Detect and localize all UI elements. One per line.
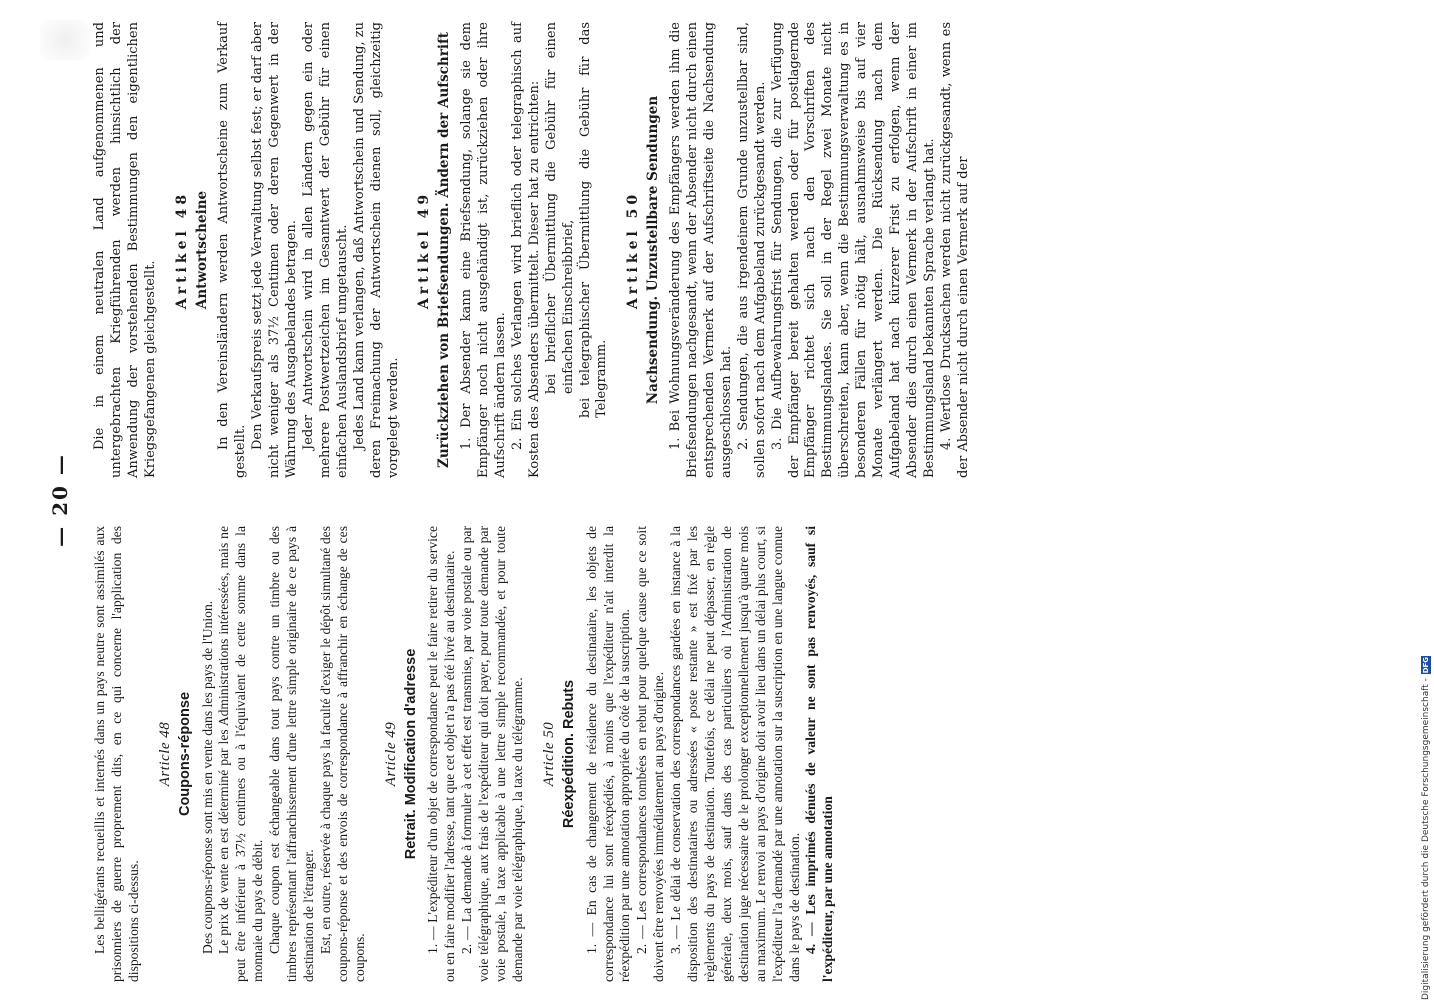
german-art48-p1: In den Vereinsländern werden Antwortscheine zum Verkauf gestellt. (216, 22, 249, 478)
german-article-50-title: Nachsendung. Unzustellbare Sendungen (645, 95, 662, 405)
french-art48-p3: Chaque coupon est échangeable dans tout pays contre un timbre ou des timbres représentant l'affranchissement d'une lettre simple originaire de ce pays à destination de l'étranger. (267, 526, 316, 982)
german-art48-p2: Den Verkaufspreis setzt jede Verwaltung selbst fest; er darf aber nicht weniger als 37½ Centimen oder deren Gegenwert in der Währung des Ausgabelandes betragen. (250, 22, 300, 478)
french-column (92, 526, 837, 982)
german-art50-p4: 4. Wertlose Drucksachen werden nicht zurückgesandt, wenn es der Absender nicht durch einen Vermerk auf der (938, 22, 971, 478)
french-art50-p4: 4. — Les imprimés dénués de valeur ne sont pas renvoyés, sauf si l'expéditeur, par une annotation (803, 526, 836, 982)
german-art49-p1: 1. Der Absender kann eine Briefsendung, solange sie dem Empfänger noch nicht ausgehändigt ist, zurückziehen oder ihre Aufschrift ändern lassen. (459, 22, 509, 478)
french-art48-p2: Le prix de vente en est déterminé par les Administrations intéressées, mais ne peut être inférieur à 37½ centimes ou à l'équivalent de cette somme dans la monnaie du pays de débit. (216, 526, 266, 982)
german-column (92, 22, 973, 478)
french-art50-p1: 1. — En cas de changement de résidence du destinataire, les objets de correspondance lui sont réexpédiés, à moins que l'expéditeur n'ait interdit la réexpédition par une annotation appropriée du côté de la suscription. (583, 526, 633, 982)
french-art49-p1: 1. — L'expéditeur d'un objet de correspondance peut le faire retirer du service ou en faire modifier l'adresse, tant que cet objet n'a pas été livré au destinataire. (425, 526, 458, 982)
german-article-49-title: Zurückziehen von Briefsendungen. Ändern der Aufschrift (436, 32, 453, 469)
french-article-50-heading: Article 50 (540, 721, 557, 787)
french-intro: Les belligérants recueillis et internés dans un pays neutre sont assimilés aux prisonniers de guerre proprement dits, en ce qui concerne l'application des dispositions ci-dessus. (92, 526, 141, 982)
german-art50-p3: 3. Die Aufbewahrungsfrist für Sendungen, die zur Verfügung der Empfänger bereit gehalten werden oder für postlagernde Empfänger richtet sich nach den Vorschriften des Bestimmungslandes. Sie soll in der Regel zwei Monate nicht überschreiten, kann aber, wenn die Bestimmungsverwaltung es in besonderen Fällen für nötig hält, ausnahmsweise bis auf vier Monate verlängert werden. Die Rücksendung nach dem Aufgabeland hat nach kürzerer Frist zu erfolgen, wenn der Absender dies durch einen Vermerk in der Aufschrift in einer im Bestimmungsland bekannten Sprache verlangt hat. (769, 22, 937, 478)
german-art50-p2: 2. Sendungen, die aus irgendeinem Grunde unzustellbar sind, sollen sofort nach dem Aufgabeland zurückgesandt werden. (735, 22, 768, 478)
french-art48-p4: Est, en outre, réservée à chaque pays la faculté d'exiger le dépôt simultané des coupons-réponse et des envois de correspondance à affranchir en échange de ces coupons. (317, 526, 367, 982)
german-art49-p2a: bei brieflicher Übermittlung die Gebühr für einen einfachen Einschreibbrief, (543, 22, 576, 394)
german-intro: Die in einem neutralen Land aufgenommenen und untergebrachten Kriegführenden werden hinsichtlich der Anwendung der vorstehenden Bestimmungen den eigentlichen Kriegsgefangenen gleichgestellt. (92, 22, 158, 478)
french-article-49-heading: Article 49 (382, 721, 399, 787)
french-article-49-title: Retrait. Modification d'adresse (402, 648, 419, 860)
french-art50-p3: 3. — Le délai de conservation des correspondances gardées en instance à la disposition des destinataires ou adressées « poste restante » est fixé par les règlements du pays de destination. Toutefois, ce délai ne peut dépasser, en règle générale, deux mois, sauf dans des cas particuliers où l'Administration de destination juge nécessaire de le prolonger exceptionnellement jusqu'à quatre mois au maximum. Le renvoi au pays d'origine doit avoir lieu dans un délai plus court, si l'expéditeur l'a demandé par une annotation sur la suscription en une langue connue dans le pays de destination. (668, 526, 802, 982)
dfg-logo: DFG (1422, 656, 1430, 674)
french-article-50-title: Réexpédition. Rebuts (560, 679, 577, 829)
french-art50-p2: 2. — Les correspondances tombées en rebut pour quelque cause que ce soit doivent être renvoyées immédiatement au pays d'origine. (634, 526, 667, 982)
page-number: — 20 — (48, 453, 72, 547)
digitization-credit (1418, 0, 1434, 1000)
digitization-credit-text: Digitalisierung gefördert durch die Deutsche Forschungsgemeinschaft - (1421, 678, 1431, 1000)
french-art49-p2: 2. — La demande à formuler à cet effet est transmise, par voie postale ou par voie télégraphique, aux frais de l'expéditeur qui doit payer, pour toute demande par voie postale, la taxe applicable à une lettre simple recommandée, et pour toute demande par voie télégraphique, la taxe du télégramme. (459, 526, 525, 982)
german-article-49-heading: Artikel 49 (416, 190, 433, 310)
german-article-48-heading: Artikel 48 (173, 190, 190, 310)
french-article-48-title: Coupons-réponse (176, 691, 193, 817)
german-art48-p3: Jeder Antwortschein wird in allen Ländern gegen ein oder mehrere Postwertzeichen im Gesamtwert der Gebühr für einen einfachen Auslandsbrief umgetauscht. (300, 22, 350, 478)
german-article-48-title: Antwortscheine (193, 190, 210, 310)
german-art49-p2: 2. Ein solches Verlangen wird brieflich oder telegraphisch auf Kosten des Absenders übermittelt. Dieser hat zu entrichten: (509, 22, 542, 478)
german-art48-p4: Jedes Land kann verlangen, daß Antwortschein und Sendung, zu deren Freimachung der Antwortschein dienen soll, gleichzeitig vorgelegt werden. (351, 22, 401, 478)
french-art48-p1: Des coupons-réponse sont mis en vente dans les pays de l'Union. (199, 600, 215, 954)
german-art50-p1: 1. Bei Wohnungsveränderung des Empfängers werden ihm die Briefsendungen nachgesandt, wenn der Absender nicht durch einen entsprechenden Vermerk auf der Aufschriftseite die Nachsendung ausgeschlossen hat. (668, 22, 734, 478)
german-art49-p2b: bei telegraphischer Übermittlung die Gebühr für das Telegramm. (577, 22, 610, 418)
french-article-48-heading: Article 48 (156, 721, 173, 787)
german-article-50-heading: Artikel 50 (625, 190, 642, 310)
